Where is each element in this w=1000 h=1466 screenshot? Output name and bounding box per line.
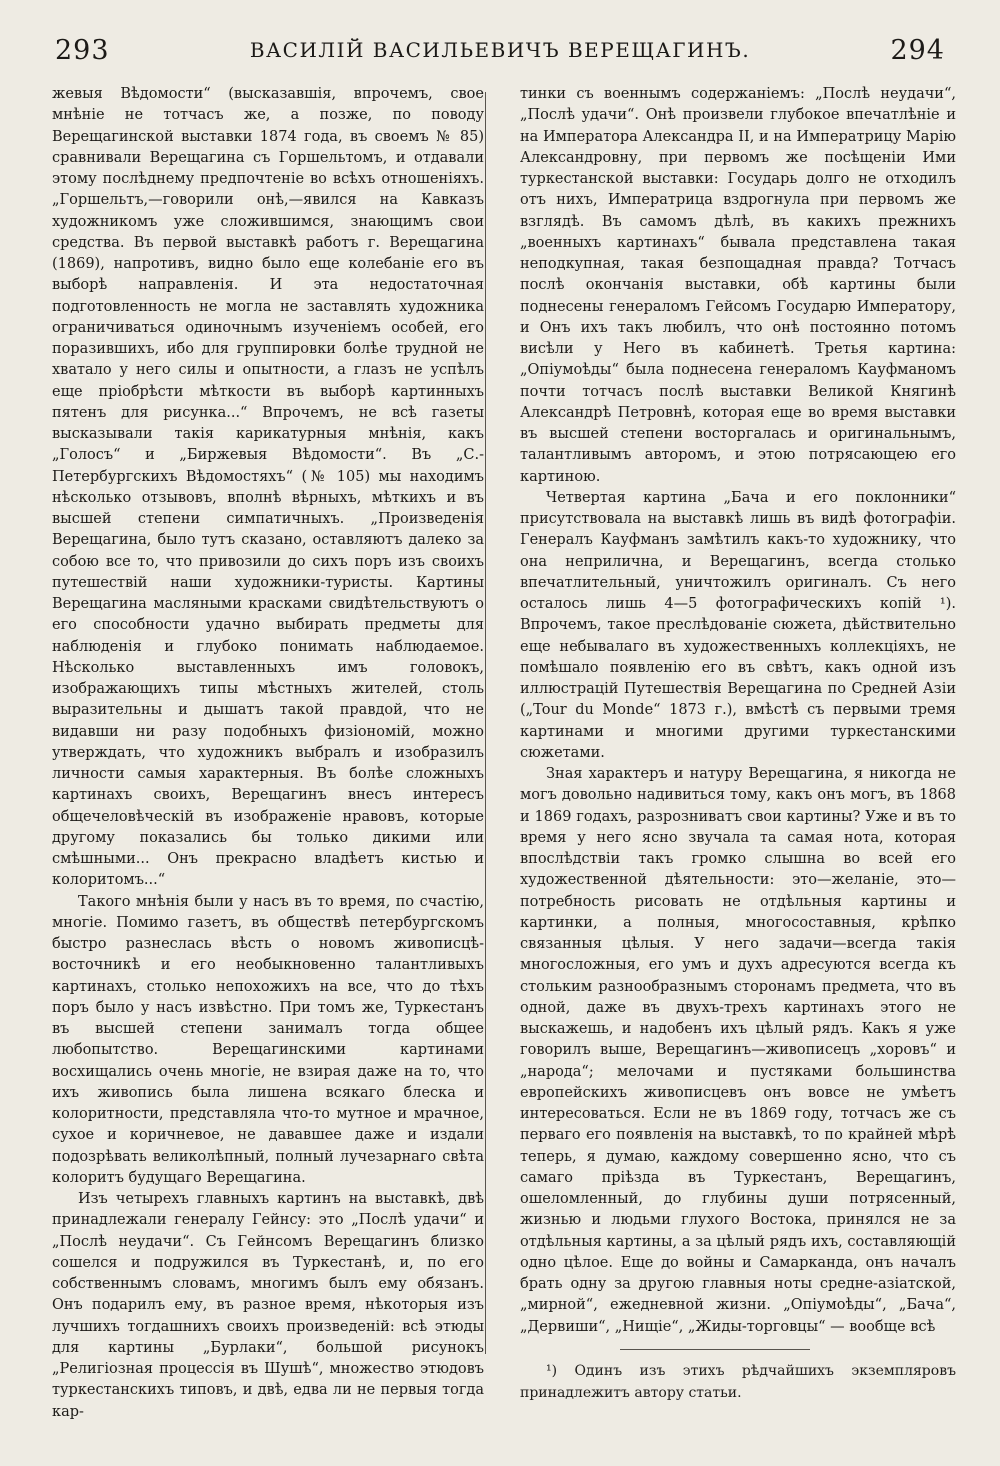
running-title: ВАСИЛІЙ ВАСИЛЬЕВИЧЪ ВЕРЕЩАГИНЪ.: [249, 38, 751, 62]
left-paragraph-3: Изъ четырехъ главныхъ картинъ на выставкѣ, двѣ принадлежали генералу Гейнсу: это „Послѣ удачи“ и „Послѣ неудачи“. Съ Гейнсомъ Верещагинъ близко сошелся и подружился въ Туркестанѣ, и, по его собственнымъ словамъ, многимъ былъ ему обязанъ. Онъ подарилъ ему, въ разное время, нѣкоторыя изъ лучшихъ тогдашнихъ своихъ произведеній: всѣ этюды для картины „Бурлаки“, большой рисунокъ „Религіозная процессія въ Шушѣ“, множество этюдовъ туркестанскихъ типовъ, и двѣ, едва ли не первыя тогда кар-: [52, 1191, 484, 1420]
left-paragraph-2: Такого мнѣнія были у насъ въ то время, по счастію, многіе. Помимо газетъ, въ обществѣ петербургскомъ быстро разнеслась вѣсть о новомъ живописцѣ-восточникѣ и его необыкновенно талантливыхъ картинахъ, столько непохожихъ на все, что до тѣхъ поръ было у насъ извѣстно. При томъ же, Туркестанъ въ высшей степени занималъ тогда общее любопытство. Верещагинскими картинами восхищались очень многіе, не взирая даже на то, что ихъ живопись была лишена всякаго блеска и колоритности, представляла что-то мутное и мрачное, сухое и коричневое, не дававшее даже и издали подозрѣвать великолѣпный, полный лучезарнаго свѣта колоритъ будущаго Верещагина.: [52, 893, 484, 1186]
footnote-divider: [620, 1349, 810, 1350]
page-number-right: 294: [890, 34, 945, 66]
left-column: [52, 84, 484, 1424]
text-columns: [52, 84, 956, 1424]
right-paragraph-2: Четвертая картина „Бача и его поклонники“ присутствовала на выставкѣ лишь въ видѣ фотографіи. Генералъ Кауфманъ замѣтилъ какъ-то художнику, что она неприлична, и Верещагинъ, всегда столько впечатлительный, уничтожилъ оригиналъ. Съ него осталось лишь 4—5 фотографическихъ копій ¹). Впрочемъ, такое преслѣдованіе сюжета, дѣйствительно еще небывалаго въ художественныхъ коллекціяхъ, не помѣшало появленію его въ свѣтъ, какъ одной изъ иллюстрацій Путешествія Верещагина по Средней Азіи („Tour du Monde“ 1873 г.), вмѣстѣ съ первыми тремя картинами и многими другими туркестанскими сюжетами.: [520, 489, 956, 761]
left-paragraph-1: жевыя Вѣдомости“ (высказавшія, впрочемъ, свое мнѣніе не тотчасъ же, а позже, по поводу Верещагинской выставки 1874 года, въ своемъ № 85) сравнивали Верещагина съ Горшельтомъ, и отдавали этому послѣднему предпочтеніе во всѣхъ отношеніяхъ. „Горшельтъ,—говорили онѣ,—явился на Кавказъ художникомъ уже сложившимся, знающимъ свои средства. Въ первой выставкѣ работъ г. Верещагина (1869), напротивъ, видно было еще колебаніе его въ выборѣ направленія. И эта недостаточная подготовленность не могла не заставлять художника ограничиваться одиночнымъ изученіемъ особей, его поразившихъ, ибо для группировки болѣе трудной не хватало у него силы и опытности, а глазъ не успѣлъ еще пріобрѣсти мѣткости въ выборѣ картинныхъ пятенъ для рисунка...“ Впрочемъ, не всѣ газеты высказывали такія карикатурныя мнѣнія, какъ „Голосъ“ и „Биржевыя Вѣдомости“. Въ „С.-Петербургскихъ Вѣдомостяхъ“ (№ 105) мы находимъ нѣсколько отзывовъ, вполнѣ вѣрныхъ, мѣткихъ и въ высшей степени симпатичныхъ. „Произведенія Верещагина, было тутъ сказано, оставляютъ далеко за собою все то, что привозили до сихъ поръ изъ своихъ путешествій наши художники-туристы. Картины Верещагина масляными красками свидѣтельствуютъ о его способности удачно выбирать предметы для наблюденія и глубоко понимать наблюдаемое. Нѣсколько выставленныхъ имъ головокъ, изображающихъ типы мѣстныхъ жителей, столь выразительны и дышатъ такой правдой, что не видавши ни разу подобныхъ физіономій, можно утверждать, что художникъ выбралъ и изобразилъ личности самыя характерныя. Въ болѣе сложныхъ картинахъ своихъ, Верещагинъ внесъ интересъ общечеловѣческій въ изображеніе нравовъ, которые другому показались бы только дикими или смѣшными... Онъ прекрасно владѣетъ кистью и колоритомъ...“: [52, 86, 484, 889]
right-paragraph-3: Зная характеръ и натуру Верещагина, я никогда не могъ довольно надивиться тому, какъ онъ могъ, въ 1868 и 1869 годахъ, разрозниватъ свои картины? Уже и въ то время у него ясно звучала та самая нота, которая впослѣдствіи такъ громко слышна во всей его художественной дѣятельности: это—желаніе, это—потребность рисовать не отдѣльныя картины и картинки, а полныя, многосоставныя, крѣпко связанныя цѣлыя. У него задачи—всегда такія многосложныя, его умъ и духъ адресуются всегда къ стольким разнообразнымъ сторонамъ предмета, что въ одной, даже въ двухъ-трехъ картинахъ этого не выскажешь, и надобенъ ихъ цѣлый рядъ. Какъ я уже говорилъ выше, Верещагинъ—живописецъ „хоровъ“ и „народа“; мелочами и пустяками большинства европейскихъ живописцевъ онъ вовсе не умѣетъ интересоваться. Если не въ 1869 году, тотчасъ же съ перваго его появленія на выставкѣ, то по крайней мѣрѣ теперь, я думаю, каждому совершенно ясно, что съ самаго пріѣзда въ Туркестанъ, Верещагинъ, ошеломленный, до глубины души потрясенный, жизнью и людьми глухого Востока, принялся не за отдѣльныя картины, а за цѣлый рядъ ихъ, составляющій одно цѣлое. Еще до войны и Самарканда, онъ началъ брать одну за другою главныя ноты средне-азіатской, „мирной“, ежедневной жизни. „Опіумоѣды“, „Бача“, „Дервиши“, „Нищіе“, „Жиды-торговцы“ — вообще всѣ: [520, 766, 956, 1335]
right-column: [520, 84, 956, 1424]
footnote: ¹) Одинъ изъ этихъ рѣдчайшихъ экземпляровъ принадлежитъ автору статьи.: [520, 1362, 956, 1401]
page-header: [55, 30, 945, 70]
right-paragraph-1: тинки съ военнымъ содержаніемъ: „Послѣ неудачи“, „Послѣ удачи“. Онѣ произвели глубокое впечатлѣніе и на Императора Александра II, и на Императрицу Марію Александровну, при первомъ же посѣщеніи Ими туркестанской выставки: Государь долго не отходилъ отъ нихъ, Императрица вздрогнула при первомъ же взглядѣ. Въ самомъ дѣлѣ, въ какихъ прежнихъ „военныхъ картинахъ“ бывала представлена такая неподкупная, такая безпощадная правда? Тотчасъ послѣ окончанія выставки, обѣ картины были поднесены генераломъ Гейсомъ Государю Императору, и Онъ ихъ такъ любилъ, что онѣ постоянно потомъ висѣли у Него въ кабинетѣ. Третья картина: „Опіумоѣды“ была поднесена генераломъ Кауфманомъ почти тотчасъ послѣ выставки Великой Княгинѣ Александрѣ Петровнѣ, которая еще во время выставки въ высшей степени восторгалась и оригинальнымъ, талантливымъ авторомъ, и этою потрясающею его картиною.: [520, 86, 956, 485]
page-number-left: 293: [55, 34, 110, 66]
